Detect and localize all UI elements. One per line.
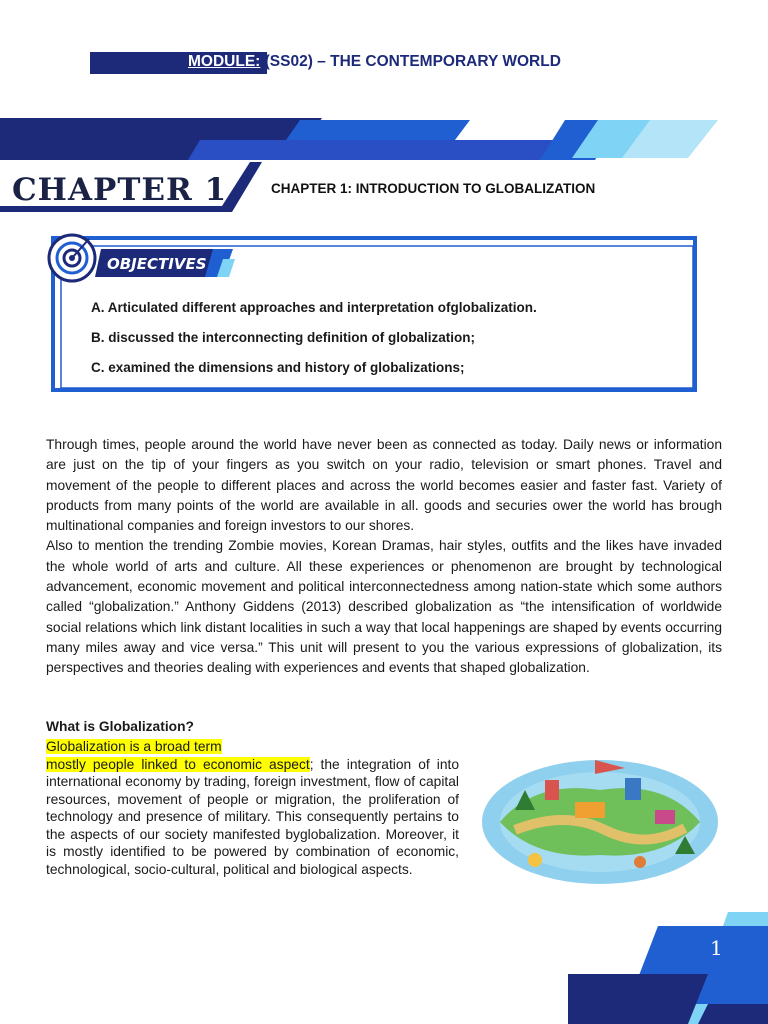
module-header-text <box>188 53 561 71</box>
objective-item: B. discussed the interconnecting definition of globalization; <box>91 330 476 345</box>
footer-corner <box>568 912 768 1024</box>
chapter-title: CHAPTER 1 <box>12 172 228 208</box>
objectives-heading: OBJECTIVES <box>107 255 207 273</box>
objective-item: A. Articulated different approaches and interpretation ofglobalization. <box>91 300 537 315</box>
page-number: 1 <box>710 936 723 960</box>
intro-paragraph-1: Through times, people around the world have never been as connected as today. Daily news or information are just on the tip of your fingers as you switch on your radio, television or smart phones. Travel and movement of the people to different places and across the world becomes easier and faster fast. Variety of products from many points of the world are available in all. goods and securies ower the world has brough multinational companies and foreign investors to our shores. <box>46 437 722 534</box>
chapter-subtitle: CHAPTER 1: INTRODUCTION TO GLOBALIZATION <box>271 181 596 196</box>
intro-paragraph-2: Also to mention the trending Zombie movies, Korean Dramas, hair styles, outfits and the likes have invaded the whole world of arts and culture. All these experiences or phenomenon are brought by technological advancement, economic movement and political interconnectedness among nation-state which some authors called “globalization.” Anthony Giddens (2013) described globalization as “the intensification of worldwide social relations which link distant localities in such a way that local happenings are shaped by events occurring many miles away and vice versa.” This unit will present to you the various expressions of globalization, its perspectives and theories dealing with experiences and events that shaped globalization. <box>46 538 722 676</box>
objective-item: C. examined the dimensions and history of globalizations; <box>91 360 465 375</box>
highlight-text: mostly people linked to economic aspect <box>46 756 310 772</box>
globalization-illustration <box>475 750 725 890</box>
section-heading: What is Globalization? <box>46 719 194 734</box>
globalization-definition <box>46 738 459 878</box>
module-code-title: (SS02) – THE CONTEMPORARY WORLD <box>260 53 561 70</box>
highlight-text: Globalization is a broad term <box>46 739 222 754</box>
module-label: MODULE: <box>188 53 261 70</box>
intro-body <box>46 435 722 679</box>
module-header <box>90 52 590 74</box>
definition-text: ; the integration of into international economy by trading, foreign investment, flow of capital resources, movement of people or migration, the proliferation of technology and presence of military. This consequently pertains to the aspects of our society manifested byglobalization. Moreover, it is mostly identified to be powered by combination of economic, technological, socio-cultural, political and biological aspects. <box>46 756 459 877</box>
objectives-list <box>91 299 681 389</box>
